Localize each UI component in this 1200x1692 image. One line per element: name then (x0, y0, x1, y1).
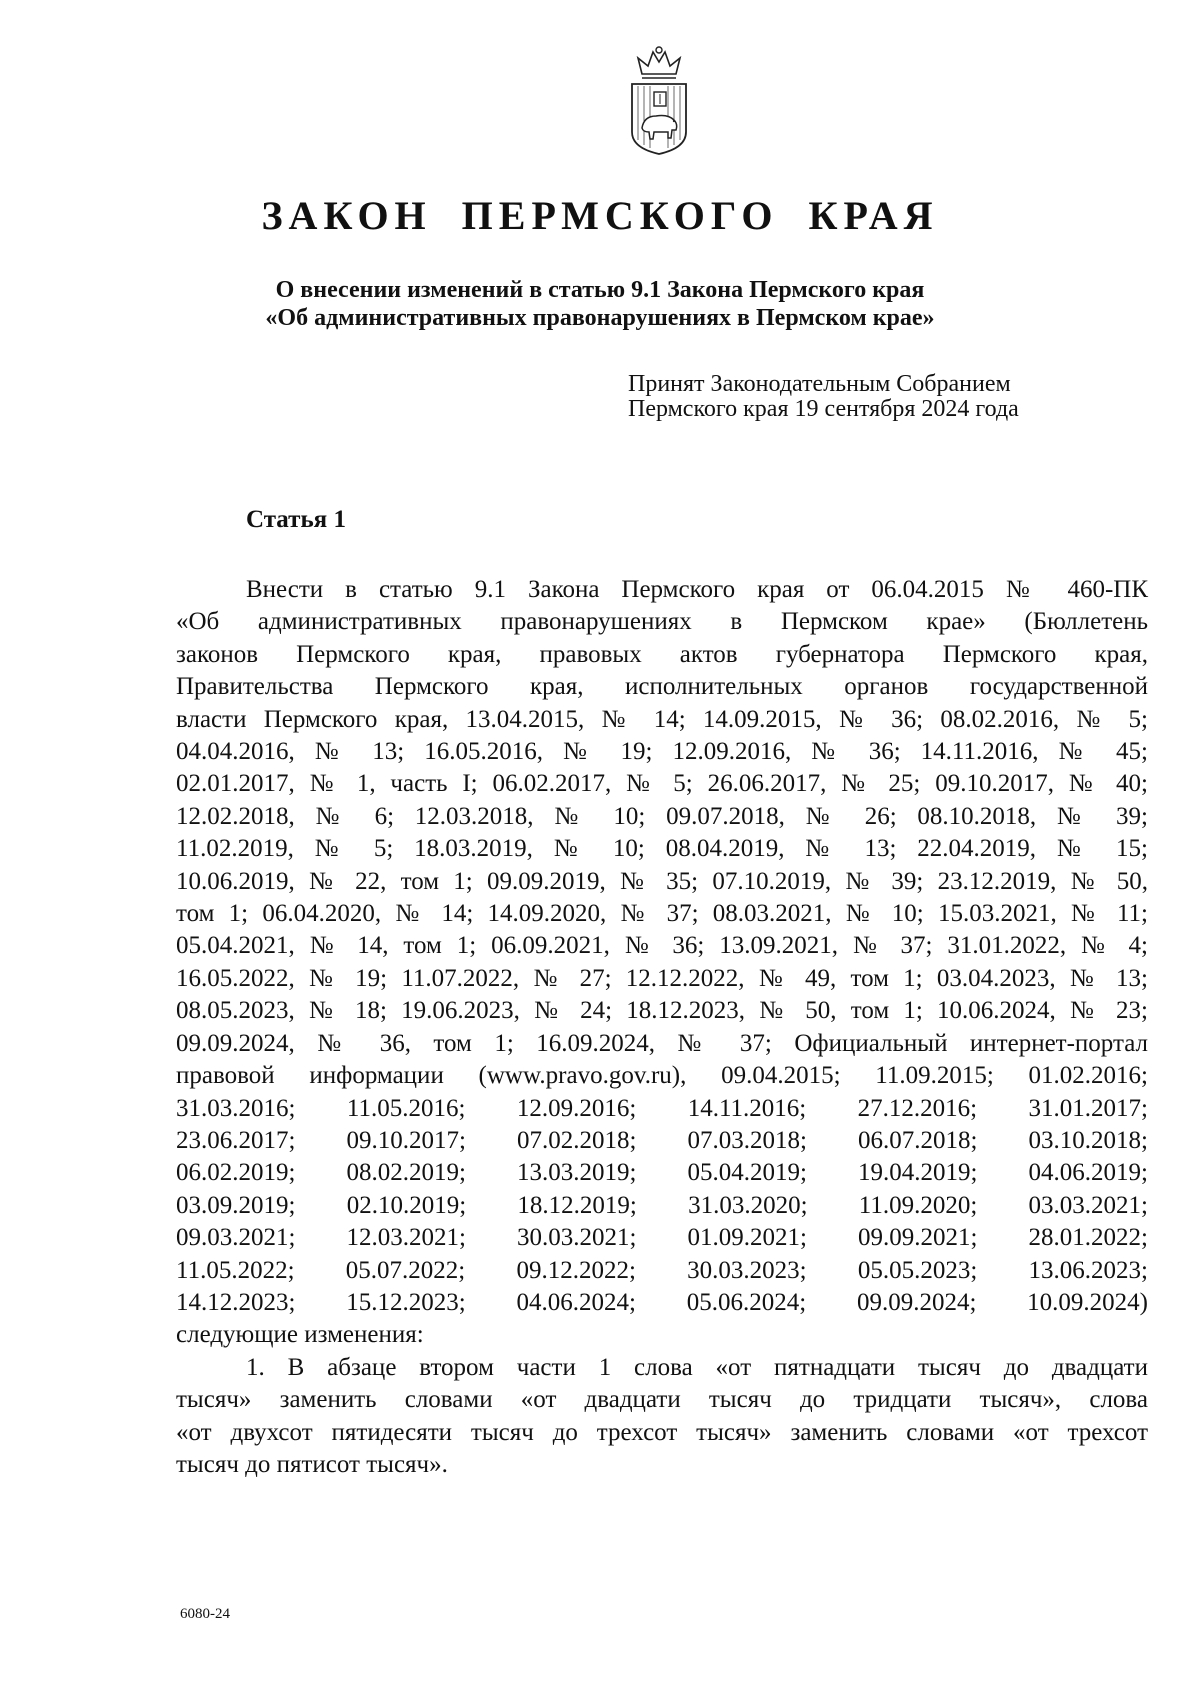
body-line: следующие изменения: (176, 1321, 424, 1349)
item-line: «от двухсот пятидесяти тысяч до трехсот тысяч» заменить словами «от трехсот (176, 1418, 1148, 1446)
date-cell: 03.09.2019; (176, 1191, 296, 1219)
date-cell: 11.05.2022; (176, 1256, 295, 1284)
date-cell: 07.03.2018; (687, 1126, 807, 1154)
date-cell: 04.06.2019; (1028, 1159, 1148, 1187)
body-line: 09.09.2024, № 36, том 1; 16.09.2024, № 37; Официальный интернет-портал (176, 1029, 1148, 1057)
body-line: законов Пермского края, правовых актов губернатора Пермского края, (176, 640, 1148, 668)
article-body (176, 574, 1148, 1481)
date-cell: 09.09.2021; (858, 1224, 978, 1252)
date-cell: 15.12.2023; (346, 1288, 466, 1316)
date-cell: 09.09.2024; (856, 1288, 977, 1316)
body-line: 04.04.2016, № 13; 16.05.2016, № 19; 12.09.2016, № 36; 14.11.2016, № 45; (176, 738, 1148, 766)
date-row (176, 1157, 1148, 1189)
item-line: тысяч» заменить словами «от двадцати тысяч до тридцати тысяч», слова (176, 1386, 1148, 1414)
date-cell: 12.09.2016; (516, 1094, 637, 1122)
date-cell: 05.05.2023; (857, 1256, 978, 1284)
date-cell: 03.03.2021; (1028, 1191, 1148, 1219)
date-cell: 19.04.2019; (858, 1159, 978, 1187)
date-cell: 28.01.2022; (1028, 1224, 1148, 1252)
perm-krai-coat-of-arms-icon (624, 44, 694, 156)
date-cell: 14.12.2023; (176, 1288, 296, 1316)
date-cell: 02.10.2019; (346, 1191, 467, 1219)
subtitle-line-2: «Об административных правонарушениях в Пермском крае» (265, 305, 935, 331)
body-line: 12.02.2018, № 6; 12.03.2018, № 10; 09.07.2018, № 26; 08.10.2018, № 39; (176, 802, 1148, 830)
body-line: 10.06.2019, № 22, том 1; 09.09.2019, № 35; 07.10.2019, № 39; 23.12.2019, № 50, (176, 867, 1148, 895)
date-cell: 05.07.2022; (345, 1256, 466, 1284)
item-line: тысяч до пятисот тысяч». (176, 1450, 448, 1478)
date-cell: 23.06.2017; (176, 1126, 296, 1154)
date-cell: 05.04.2019; (687, 1159, 807, 1187)
body-line: Правительства Пермского края, исполнительных органов государственной (176, 673, 1148, 701)
date-row (176, 1222, 1148, 1254)
date-cell: 05.06.2024; (686, 1288, 807, 1316)
law-subtitle (0, 276, 1200, 332)
date-cell: 09.12.2022; (516, 1256, 636, 1284)
body-line: правовой информации (www.pravo.gov.ru), 09.04.2015; 11.09.2015; 01.02.2016; (176, 1062, 1148, 1090)
date-cell: 10.09.2024) (1027, 1288, 1148, 1316)
date-cell: 31.03.2020; (688, 1191, 808, 1219)
date-cell: 31.01.2017; (1028, 1094, 1148, 1122)
date-cell: 09.03.2021; (176, 1224, 296, 1252)
date-cell: 04.06.2024; (516, 1288, 636, 1316)
date-cell: 30.03.2023; (687, 1256, 807, 1284)
date-cell: 11.05.2016; (346, 1094, 466, 1122)
date-cell: 18.12.2019; (517, 1191, 637, 1219)
date-cell: 31.03.2016; (176, 1094, 296, 1122)
date-row (176, 1287, 1148, 1319)
body-line: власти Пермского края, 13.04.2015, № 14; 14.09.2015, № 36; 08.02.2016, № 5; (176, 705, 1148, 733)
body-line: 11.02.2019, № 5; 18.03.2019, № 10; 08.04.2019, № 13; 22.04.2019, № 15; (176, 835, 1148, 863)
date-cell: 06.02.2019; (176, 1159, 296, 1187)
date-cell: 09.10.2017; (346, 1126, 466, 1154)
date-cell: 14.11.2016; (687, 1094, 807, 1122)
date-cell: 27.12.2016; (857, 1094, 978, 1122)
date-row (176, 1125, 1148, 1157)
adoption-note-line-1: Принят Законодательным Собранием (628, 371, 1011, 397)
date-cell: 13.06.2023; (1028, 1256, 1148, 1284)
body-line: 08.05.2023, № 18; 19.06.2023, № 24; 18.12.2023, № 50, том 1; 10.06.2024, № 23; (176, 997, 1148, 1025)
date-cell: 08.02.2019; (346, 1159, 466, 1187)
body-line: «Об административных правонарушениях в Пермском крае» (Бюллетень (176, 608, 1148, 636)
date-cell: 07.02.2018; (517, 1126, 637, 1154)
body-line: 05.04.2021, № 14, том 1; 06.09.2021, № 36; 13.09.2021, № 37; 31.01.2022, № 4; (176, 932, 1148, 960)
body-line: том 1; 06.04.2020, № 14; 14.09.2020, № 37; 08.03.2021, № 10; 15.03.2021, № 11; (176, 900, 1148, 928)
body-line: Внести в статью 9.1 Закона Пермского края от 06.04.2015 № 460-ПК (246, 576, 1148, 603)
adoption-note (628, 372, 1108, 422)
body-line: 02.01.2017, № 1, часть I; 06.02.2017, № 5; 26.06.2017, № 25; 09.10.2017, № 40; (176, 770, 1148, 798)
date-cell: 30.03.2021; (517, 1224, 637, 1252)
date-cell: 12.03.2021; (346, 1224, 466, 1252)
date-row (176, 1093, 1148, 1125)
adoption-note-line-2: Пермского края 19 сентября 2024 года (628, 396, 1019, 422)
date-row (176, 1255, 1148, 1287)
document-code: 6080-24 (180, 1606, 230, 1622)
date-cell: 13.03.2019; (517, 1159, 637, 1187)
article-heading: Статья 1 (246, 506, 346, 533)
body-line: 16.05.2022, № 19; 11.07.2022, № 27; 12.12.2022, № 49, том 1; 03.04.2023, № 13; (176, 964, 1148, 992)
date-row (176, 1190, 1148, 1222)
law-title: ЗАКОН ПЕРМСКОГО КРАЯ (261, 193, 939, 238)
date-cell: 03.10.2018; (1028, 1126, 1148, 1154)
date-cell: 11.09.2020; (858, 1191, 978, 1219)
date-cell: 06.07.2018; (858, 1126, 978, 1154)
date-cell: 01.09.2021; (687, 1224, 807, 1252)
subtitle-line-1: О внесении изменений в статью 9.1 Закона Пермского края (275, 277, 925, 303)
item-line: 1. В абзаце втором части 1 слова «от пятнадцати тысяч до двадцати (246, 1353, 1148, 1381)
